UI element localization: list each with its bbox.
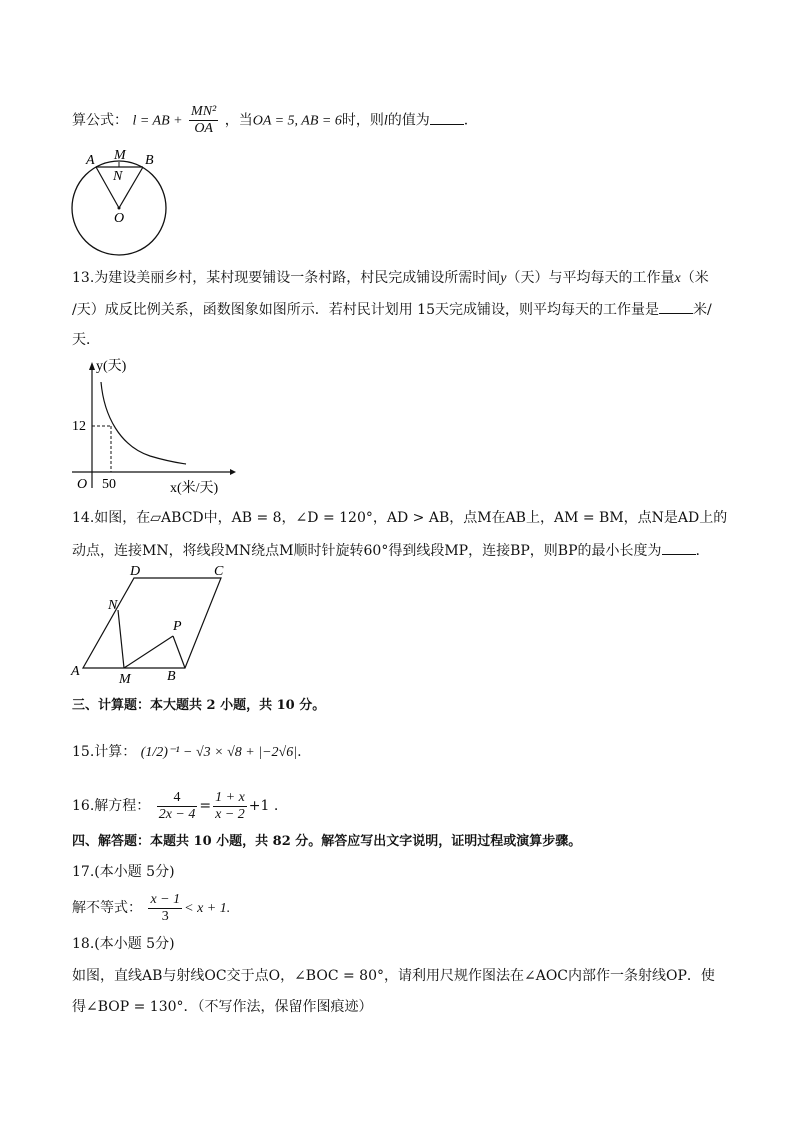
q18-text-b: 得∠BOP = 130°．（不写作法，保留作图痕迹）	[72, 999, 373, 1015]
label-o: O	[114, 211, 125, 226]
q13-text-a: 13.为建设美丽乡村，某村现要铺设一条村路，村民完成铺设所需时间	[72, 270, 501, 286]
q16-eq: =	[199, 798, 212, 814]
q18-title	[72, 934, 175, 954]
label-d: D	[130, 564, 141, 579]
q14-line2	[72, 540, 700, 561]
y-axis-label: y(天)	[96, 359, 127, 374]
q18-line1	[72, 966, 715, 986]
q12-condition: OA = 5, AB = 6	[252, 113, 342, 129]
q16-left-den: 2x − 4	[158, 806, 196, 822]
q13-text-b: （天）与平均每天的工作量	[506, 270, 675, 286]
q16-tail: +1 .	[248, 798, 279, 814]
q15-expression: (1/2)⁻¹ − √3 × √8 + |−2√6|	[140, 745, 298, 760]
x-axis-arrow	[230, 469, 236, 475]
q13-text-c: （米	[680, 270, 709, 286]
segment-nm	[118, 610, 124, 668]
origin-label: O	[77, 477, 88, 492]
q12-formula-line	[72, 104, 468, 137]
q14-text-a: 14.如图，在▱ABCD中，AB = 8，∠D = 120°，AD > AB，点M在AB上，AM = BM，点N是AD上的	[72, 510, 728, 526]
q17-title	[72, 862, 175, 882]
q12-suffix1: 时，则	[341, 112, 384, 129]
q16-left-fraction	[157, 790, 198, 823]
q16-left-num: 4	[157, 790, 198, 807]
label-m: M	[119, 672, 131, 686]
q16-prefix: 16.解方程：	[72, 798, 151, 814]
q17-title-text: 17.(本小题 5分)	[72, 864, 175, 880]
q12-fraction	[189, 104, 218, 137]
q14-line1	[72, 508, 727, 528]
section-4-heading	[72, 832, 581, 852]
q18-line2	[72, 997, 373, 1017]
q13-line2	[72, 299, 712, 320]
q18-text-a: 如图，直线AB与射线OC交于点O，∠BOC = 80°，请利用尺规作图法在∠AOC内部作一条射线OP．使	[72, 968, 715, 984]
figure-13-graph	[70, 356, 240, 496]
q17-line	[72, 890, 230, 927]
q15-end: .	[297, 744, 302, 760]
q17-fraction	[148, 892, 182, 925]
q12-var: l	[383, 113, 388, 129]
q12-formula-lhs: l = AB +	[132, 113, 183, 129]
segment-bo	[119, 167, 143, 208]
label-n: N	[108, 598, 118, 613]
q17-den: 3	[161, 908, 169, 924]
section-4-text: 四、解答题：本题共 10 小题，共 82 分。解答应写出文字说明，证明过程或演算步骤。	[72, 834, 582, 849]
q16-right-fraction	[213, 790, 247, 823]
q13-var-y: y	[500, 271, 507, 286]
q16-right-den: x − 2	[215, 806, 245, 822]
q13-line1	[72, 268, 709, 289]
point-o	[118, 207, 121, 210]
q14-text-c: .	[695, 543, 700, 559]
q16-line	[72, 788, 278, 824]
q12-frac-num: MN²	[191, 104, 217, 119]
q12-end: .	[463, 112, 469, 129]
q17-prefix: 解不等式：	[72, 900, 142, 916]
tick-12: 12	[72, 419, 86, 434]
q17-num: x − 1	[150, 891, 181, 907]
parallelogram-abcd	[83, 578, 221, 668]
q13-text-f: 天．	[72, 332, 100, 348]
section-3-heading	[72, 696, 325, 716]
q12-prefix: 算公式：	[72, 112, 128, 129]
q13-line3	[72, 330, 100, 350]
q15-prefix: 15.计算：	[72, 744, 137, 760]
figure-12-circle	[66, 146, 176, 258]
label-c: C	[214, 564, 224, 579]
q12-suffix2: 的值为	[387, 112, 430, 129]
q13-text-e: 米/	[692, 302, 712, 318]
y-axis-arrow	[89, 362, 95, 370]
answer-blank	[659, 299, 693, 314]
q12-mid: ，当	[224, 112, 253, 129]
tick-50: 50	[102, 477, 116, 492]
q17-tail: < x + 1.	[184, 901, 231, 916]
label-p: P	[173, 619, 182, 634]
label-n: N	[113, 169, 123, 184]
label-a: A	[71, 664, 80, 679]
label-m: M	[114, 148, 126, 163]
segment-mp	[124, 636, 173, 668]
answer-blank	[430, 110, 464, 125]
hyperbola-curve	[101, 382, 186, 464]
q14-text-b: 动点，连接MN，将线段MN绕点M顺时针旋转60°得到线段MP，连接BP，则BP的最小长度为	[72, 543, 662, 559]
q13-var-x: x	[674, 271, 681, 286]
q16-right-num: 1 + x	[215, 789, 245, 805]
segment-pb	[173, 636, 185, 668]
label-b: B	[167, 669, 176, 684]
q12-frac-den: OA	[194, 121, 213, 136]
x-axis-label: x(米/天)	[170, 481, 219, 496]
label-a: A	[86, 153, 95, 168]
q15-line	[72, 738, 302, 767]
figure-14-parallelogram	[66, 562, 236, 686]
q18-title-text: 18.(本小题 5分)	[72, 936, 175, 952]
section-3-text: 三、计算题：本大题共 2 小题，共 10 分。	[72, 698, 326, 713]
q13-text-d: /天）成反比例关系，函数图象如图所示．若村民计划用 15天完成铺设，则平均每天的工作量是	[72, 302, 659, 318]
label-b: B	[145, 153, 154, 168]
answer-blank	[662, 540, 696, 555]
